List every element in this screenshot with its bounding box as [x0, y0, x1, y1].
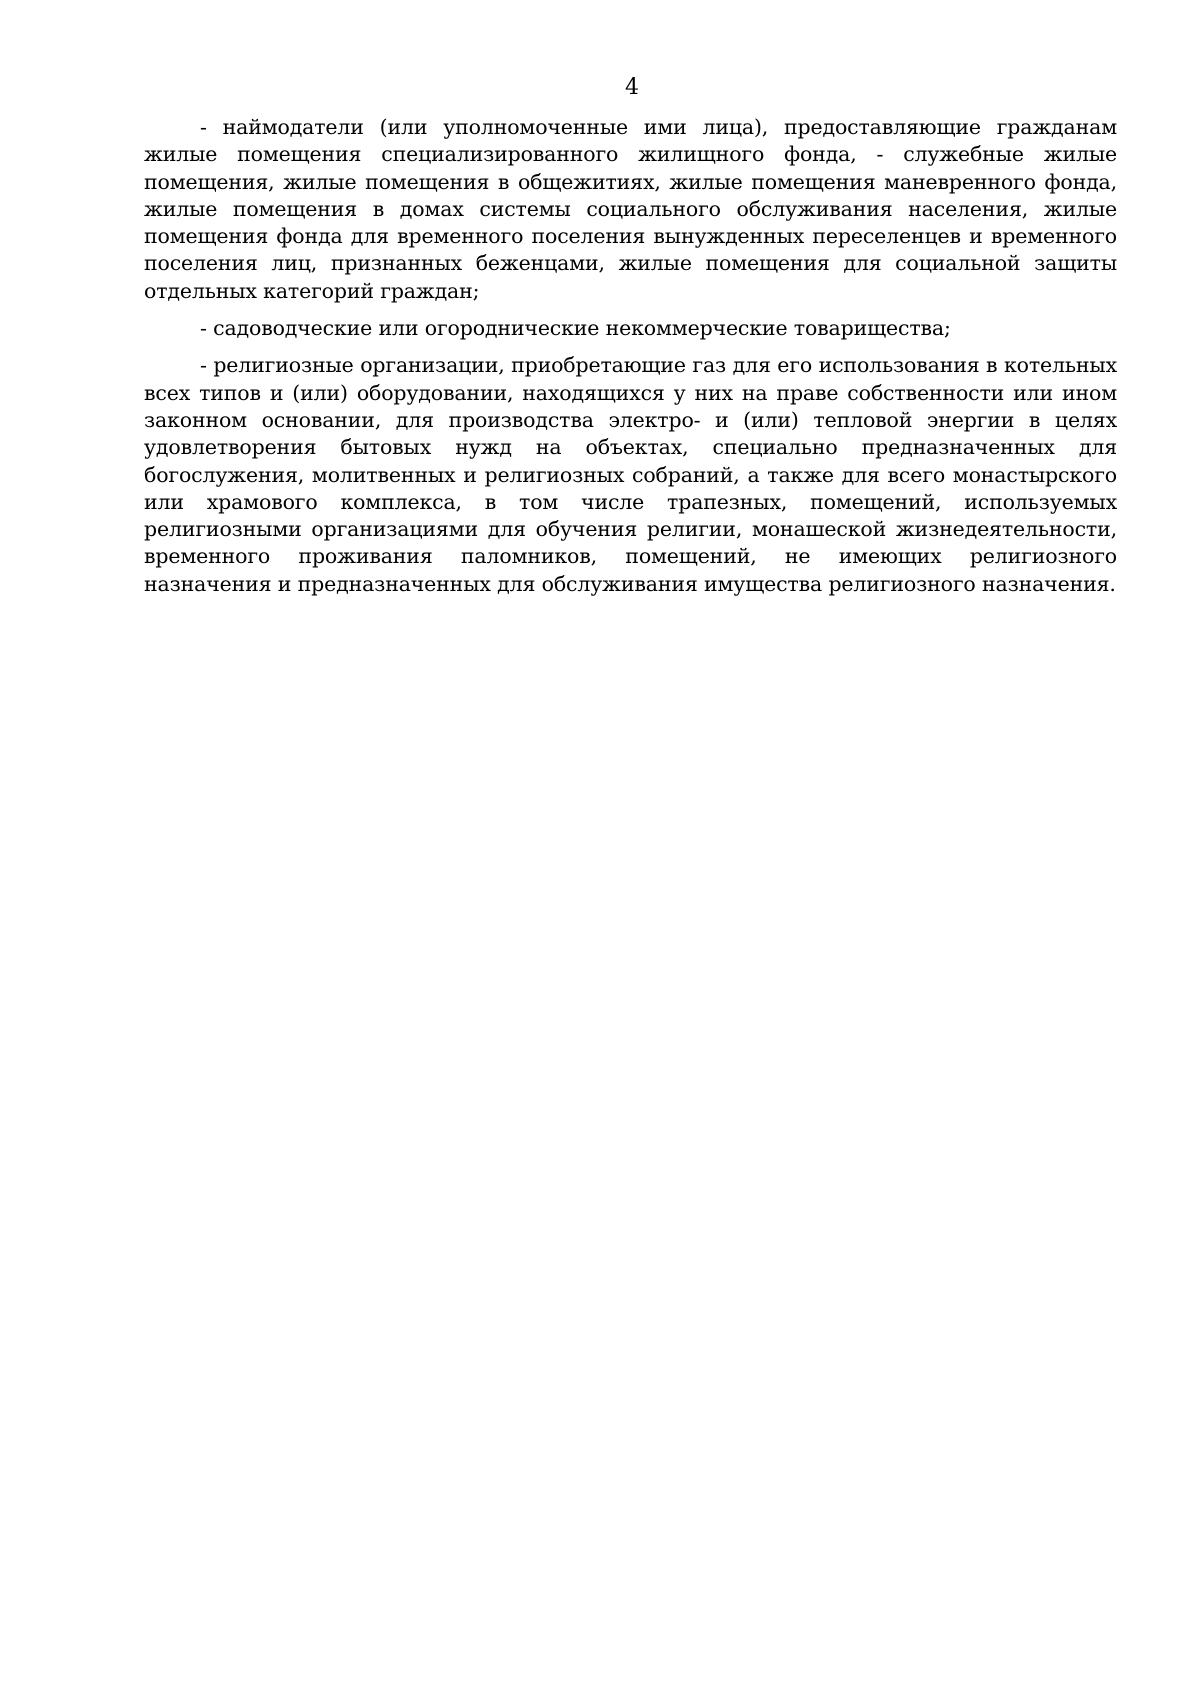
paragraph-landlords: - наймодатели (или уполномоченные ими лица), предоставляющие гражданам жилые помещения специализированного жилищного фонда, - служебные жилые помещения, жилые помещения в общежитиях, жилые помещения маневренного фонда, жилые помещения в домах системы социального обслуживания населения, жилые помещения фонда для временного поселения вынужденных переселенцев и временного поселения лиц, признанных беженцами, жилые помещения для социальной защиты отдельных категорий граждан; [144, 115, 1117, 303]
paragraph-religious-organizations: - религиозные организации, приобретающие газ для его использования в котельных всех типов и (или) оборудовании, находящихся у них на праве собственности или ином законном основании, для производства электро- и (или) тепловой энергии в целях удовлетворения бытовых нужд на объектах, специально предназначенных для богослужения, молитвенных и религиозных собраний, а также для всего монастырского или храмового комплекса, в том числе трапезных, помещений, используемых религиозными организациями для обучения религии, монашеской жизнедеятельности, временного проживания паломников, помещений, не имеющих религиозного назначения и предназначенных для обслуживания имущества религиозного назначения. [144, 353, 1117, 596]
page-number: 4 [625, 75, 639, 100]
paragraph-garden-partnerships: - садоводческие или огороднические некоммерческие товарищества; [200, 316, 951, 341]
document-body [144, 114, 1117, 608]
